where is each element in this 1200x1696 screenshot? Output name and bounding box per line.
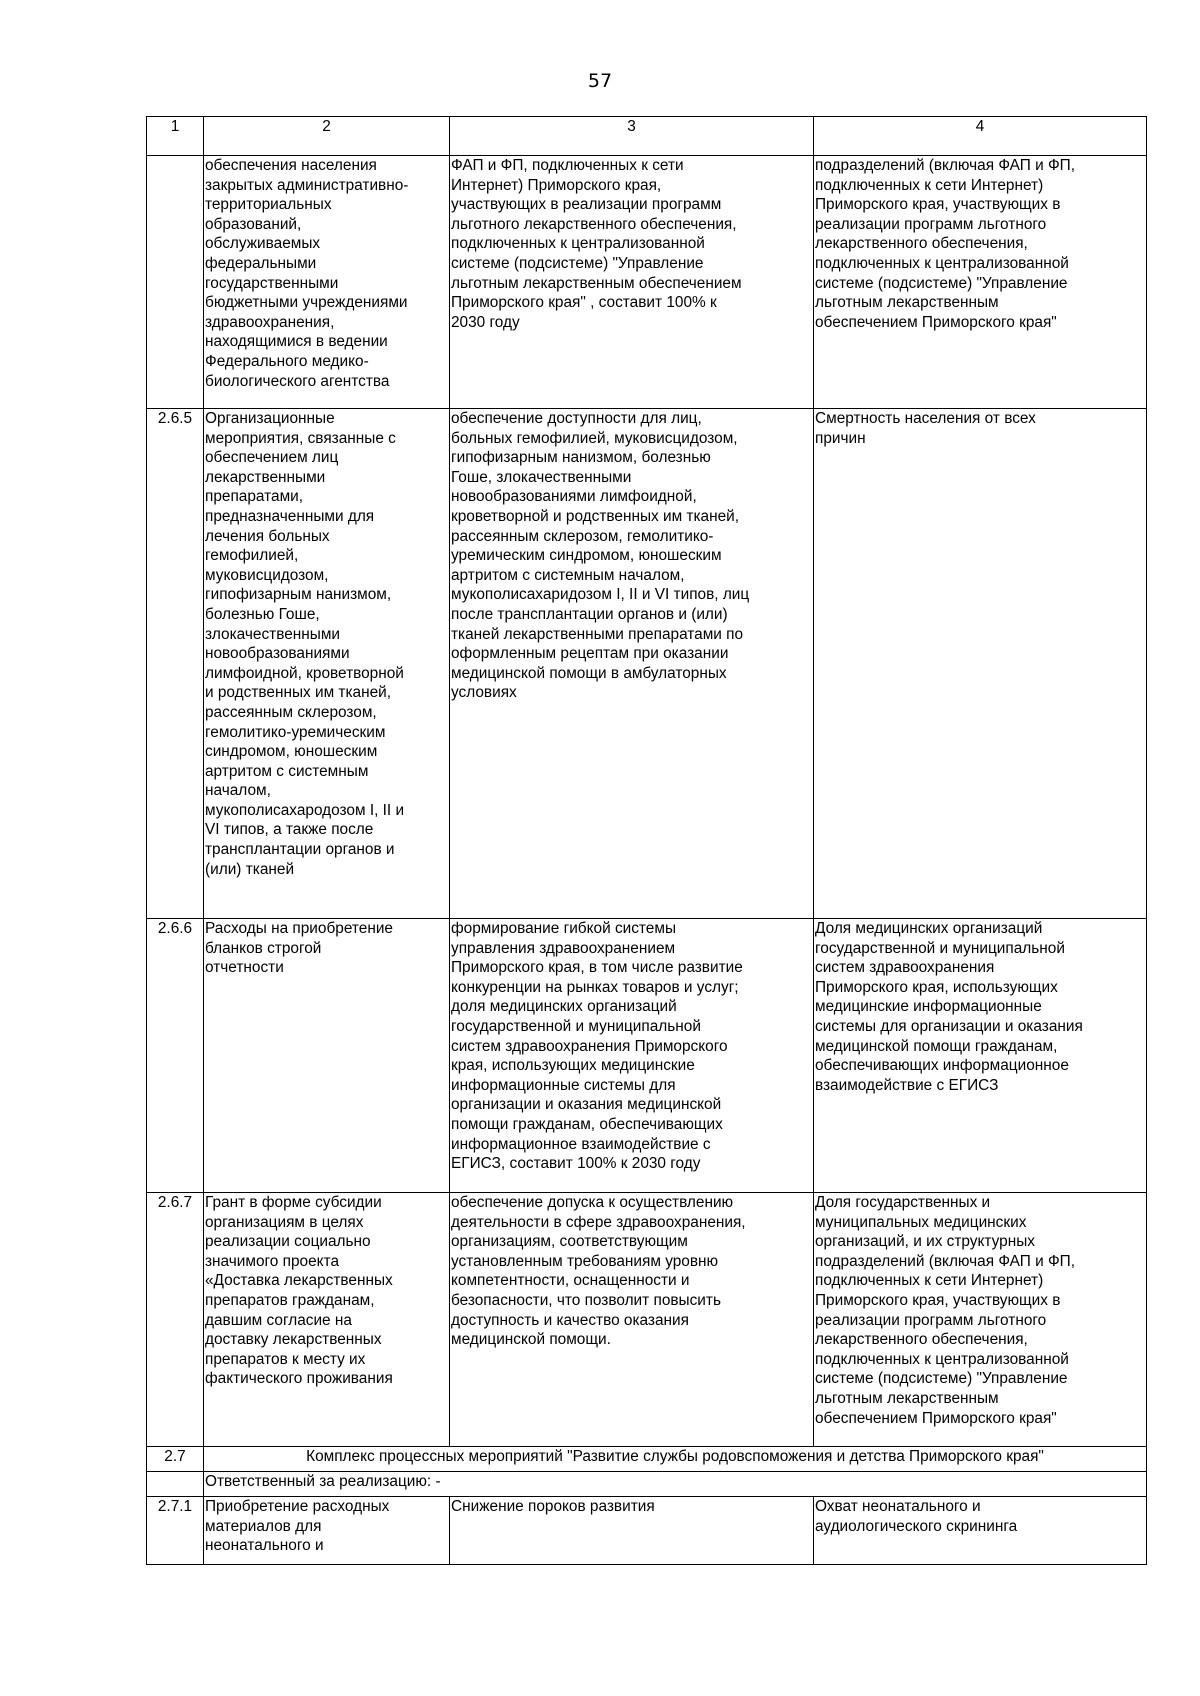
- cell-line: «Доставка лекарственных: [205, 1272, 393, 1290]
- indicator-cell: [814, 156, 1147, 409]
- cell-line: систем здравоохранения Приморского: [451, 1037, 728, 1055]
- cell-line: льготного лекарственного обеспечения,: [451, 215, 737, 233]
- cell-line: Расходы на приобретение: [205, 920, 393, 937]
- cell-line: системе (подсистеме) "Управление: [815, 1370, 1068, 1388]
- cell-line: лимфоидной, кроветворной: [205, 664, 404, 682]
- cell-line: гемофилией,: [205, 547, 299, 565]
- cell-line: мероприятия, связанные с: [205, 429, 396, 447]
- responsible-row: [147, 1472, 1147, 1497]
- cell-line: подразделений (включая ФАП и ФП,: [815, 157, 1076, 174]
- cell-line: помощи гражданам, обеспечивающих: [451, 1115, 723, 1133]
- cell-line: формирование гибкой системы: [451, 920, 677, 937]
- cell-line: подключенных к сети Интернет): [815, 176, 1044, 194]
- responsible-text: Ответственный за реализацию: -: [204, 1472, 1147, 1497]
- activity-cell: [204, 1193, 450, 1447]
- table-row: [147, 156, 1147, 409]
- cell-line: новообразованиями: [205, 645, 350, 663]
- cell-line: управления здравоохранением: [451, 939, 676, 957]
- cell-line: рассеянным склерозом,: [205, 703, 377, 721]
- table-header-row: [147, 117, 1147, 156]
- activity-cell: [204, 919, 450, 1193]
- row-number: 2.6.6: [147, 919, 204, 1193]
- result-cell: [450, 1497, 814, 1565]
- cell-line: взаимодействие с ЕГИСЗ: [815, 1076, 999, 1094]
- cell-line: доступность и качество оказания: [451, 1311, 689, 1329]
- cell-line: организациям в целях: [205, 1213, 364, 1231]
- row-number: 2.6.5: [147, 409, 204, 919]
- indicator-cell: [814, 1193, 1147, 1447]
- activity-cell: [204, 156, 450, 409]
- cell-line: мукополисахаридозом I, II и VI типов, лиц: [451, 586, 750, 604]
- cell-line: медицинской помощи в амбулаторных: [451, 664, 727, 682]
- cell-line: тканей лекарственными препаратами по: [451, 625, 744, 643]
- cell-line: после трансплантации органов и (или): [451, 605, 728, 623]
- cell-line: оформленным рецептам при оказании: [451, 645, 729, 663]
- cell-line: участвующих в реализации программ: [451, 196, 722, 214]
- cell-line: информационные системы для: [451, 1076, 676, 1094]
- result-cell: [450, 1193, 814, 1447]
- cell-line: значимого проекта: [205, 1252, 339, 1270]
- cell-line: и родственных им тканей,: [205, 684, 392, 702]
- cell-line: медицинские информационные: [815, 998, 1042, 1016]
- cell-line: 2030 году: [451, 313, 520, 331]
- cell-line: деятельности в сфере здравоохранения,: [451, 1213, 746, 1231]
- cell-line: реализации программ льготного: [815, 215, 1047, 233]
- cell-line: обеспечением Приморского края": [815, 313, 1057, 331]
- cell-line: началом,: [205, 782, 271, 800]
- cell-line: подключенных к централизованной: [451, 235, 705, 253]
- cell-line: артритом с системным: [205, 762, 369, 780]
- cell-line: подразделений (включая ФАП и ФП,: [815, 1252, 1076, 1270]
- cell-line: обеспечения населения: [205, 157, 377, 174]
- cell-line: системе (подсистеме) "Управление: [451, 254, 704, 272]
- cell-line: обеспечение доступности для лиц,: [451, 410, 702, 427]
- cell-line: материалов для: [205, 1517, 322, 1535]
- cell-line: причин: [815, 429, 866, 447]
- cell-line: обеспечивающих информационное: [815, 1057, 1069, 1075]
- cell-line: больных гемофилией, муковисцидозом,: [451, 429, 738, 447]
- cell-line: льготным лекарственным: [815, 1389, 999, 1407]
- cell-line: ФАП и ФП, подключенных к сети: [451, 157, 684, 174]
- section-number: 2.7: [147, 1447, 204, 1472]
- cell-line: системы для организации и оказания: [815, 1017, 1083, 1035]
- cell-line: системе (подсистеме) "Управление: [815, 274, 1068, 292]
- cell-line: Доля государственных и: [815, 1194, 991, 1211]
- cell-line: новообразованиями лимфоидной,: [451, 488, 697, 506]
- section-row: [147, 1447, 1147, 1472]
- row-number: [147, 156, 204, 409]
- cell-line: кроветворной и родственных им тканей,: [451, 507, 740, 525]
- row-number: 2.6.7: [147, 1193, 204, 1447]
- indicator-cell: [814, 1497, 1147, 1565]
- page-number: 57: [587, 70, 613, 92]
- header-col-1: 1: [147, 117, 204, 156]
- cell-line: препаратов к месту их: [205, 1350, 366, 1368]
- cell-line: лекарственного обеспечения,: [815, 1331, 1028, 1349]
- cell-line: федеральными: [205, 254, 317, 272]
- cell-line: отчетности: [205, 959, 284, 977]
- cell-line: болезнью Гоше,: [205, 605, 320, 623]
- cell-line: образований,: [205, 215, 302, 233]
- cell-line: Приморского края, участвующих в: [815, 1291, 1061, 1309]
- cell-line: компетентности, оснащенности и: [451, 1272, 690, 1290]
- cell-line: доставку лекарственных: [205, 1331, 382, 1349]
- cell-line: бюджетными учреждениями: [205, 294, 408, 312]
- cell-line: льготным лекарственным обеспечением: [451, 274, 742, 292]
- table-row: [147, 409, 1147, 919]
- cell-line: предназначенными для: [205, 507, 375, 525]
- result-cell: [450, 919, 814, 1193]
- cell-line: лекарственными: [205, 468, 326, 486]
- cell-line: организаций, и их структурных: [815, 1233, 1035, 1251]
- cell-line: обеспечение допуска к осуществлению: [451, 1194, 734, 1211]
- header-col-2: 2: [204, 117, 450, 156]
- cell-line: Приморского края, в том числе развитие: [451, 959, 743, 977]
- result-cell: [450, 409, 814, 919]
- cell-line: препаратами,: [205, 488, 304, 506]
- cell-line: Охват неонатального и: [815, 1498, 981, 1515]
- document-table: [146, 116, 1147, 1565]
- cell-line: находящимися в ведении: [205, 333, 388, 351]
- header-col-3: 3: [450, 117, 814, 156]
- cell-line: злокачественными: [205, 625, 341, 643]
- cell-line: Гоше, злокачественными: [451, 468, 632, 486]
- indicator-cell: [814, 409, 1147, 919]
- cell-line: государственной и муниципальной: [451, 1017, 701, 1035]
- cell-line: Приморского края" , составит 100% к: [451, 294, 717, 312]
- cell-line: реализации социально: [205, 1233, 371, 1251]
- cell-line: Организационные: [205, 410, 335, 427]
- cell-line: рассеянным склерозом, гемолитико-: [451, 527, 714, 545]
- cell-line: Приморского края, участвующих в: [815, 196, 1061, 214]
- section-title: Комплекс процессных мероприятий "Развитие службы родовспоможения и детства Приморского края": [204, 1447, 1147, 1472]
- cell-line: (или) тканей: [205, 860, 295, 878]
- cell-line: установленным требованиям уровню: [451, 1252, 719, 1270]
- activity-cell: [204, 409, 450, 919]
- result-cell: [450, 156, 814, 409]
- cell-line: артритом с системным началом,: [451, 566, 685, 584]
- table-row: [147, 919, 1147, 1193]
- row-number: 2.7.1: [147, 1497, 204, 1565]
- cell-line: VI типов, а также после: [205, 821, 374, 839]
- cell-line: медицинской помощи.: [451, 1331, 611, 1349]
- cell-line: лекарственного обеспечения,: [815, 235, 1028, 253]
- cell-line: биологического агентства: [205, 372, 390, 390]
- cell-line: аудиологического скрининга: [815, 1517, 1018, 1535]
- indicator-cell: [814, 919, 1147, 1193]
- cell-line: обслуживаемых: [205, 235, 321, 253]
- cell-line: неонатального и: [205, 1537, 324, 1555]
- cell-line: бланков строгой: [205, 939, 322, 957]
- table-row: [147, 1193, 1147, 1447]
- cell-line: доля медицинских организаций: [451, 998, 677, 1016]
- cell-line: препаратов гражданам,: [205, 1291, 375, 1309]
- cell-line: льготным лекарственным: [815, 294, 999, 312]
- cell-line: фактического проживания: [205, 1370, 393, 1388]
- cell-line: условиях: [451, 684, 517, 702]
- cell-line: давшим согласие на: [205, 1311, 352, 1329]
- cell-line: муниципальных медицинских: [815, 1213, 1027, 1231]
- cell-line: Приобретение расходных: [205, 1498, 390, 1515]
- cell-line: ЕГИСЗ, составит 100% к 2030 году: [451, 1155, 701, 1173]
- table-row: [147, 1497, 1147, 1565]
- cell-line: Грант в форме субсидии: [205, 1194, 382, 1211]
- cell-line: синдромом, юношеским: [205, 743, 378, 761]
- cell-line: гемолитико-уремическим: [205, 723, 386, 741]
- cell-line: здравоохранения,: [205, 313, 335, 331]
- cell-line: территориальных: [205, 196, 332, 214]
- cell-line: гипофизарным нанизмом,: [205, 586, 392, 604]
- cell-line: подключенных к централизованной: [815, 1350, 1069, 1368]
- cell-line: лечения больных: [205, 527, 330, 545]
- cell-line: гипофизарным нанизмом, болезнью: [451, 449, 711, 467]
- cell-line: подключенных к централизованной: [815, 254, 1069, 272]
- cell-line: Приморского края, использующих: [815, 978, 1058, 996]
- cell-line: Федерального медико-: [205, 352, 369, 370]
- cell-line: медицинской помощи гражданам,: [815, 1037, 1058, 1055]
- cell-line: закрытых административно-: [205, 176, 409, 194]
- cell-line: реализации программ льготного: [815, 1311, 1047, 1329]
- cell-line: государственной и муниципальной: [815, 939, 1065, 957]
- cell-line: Снижение пороков развития: [451, 1498, 655, 1515]
- cell-line: организации и оказания медицинской: [451, 1096, 722, 1114]
- cell-line: подключенных к сети Интернет): [815, 1272, 1044, 1290]
- cell-line: информационное взаимодействие с: [451, 1135, 711, 1153]
- cell-line: Смертность населения от всех: [815, 410, 1036, 427]
- cell-line: мукополисахародозом I, II и: [205, 801, 405, 819]
- cell-line: трансплантации органов и: [205, 841, 395, 859]
- cell-line: Доля медицинских организаций: [815, 920, 1043, 937]
- cell-line: конкуренции на рынках товаров и услуг;: [451, 978, 739, 996]
- header-col-4: 4: [814, 117, 1147, 156]
- cell-line: края, использующих медицинские: [451, 1057, 695, 1075]
- cell-line: уремическим синдромом, юношеским: [451, 547, 722, 565]
- cell-line: систем здравоохранения: [815, 959, 995, 977]
- cell-line: обеспечением лиц: [205, 449, 339, 467]
- cell-line: муковисцидозом,: [205, 566, 329, 584]
- cell-line: организациям, соответствующим: [451, 1233, 688, 1251]
- activity-cell: [204, 1497, 450, 1565]
- cell-line: Интернет) Приморского края,: [451, 176, 662, 194]
- cell-line: государственными: [205, 274, 339, 292]
- cell-line: обеспечением Приморского края": [815, 1409, 1057, 1427]
- cell-line: безопасности, что позволит повысить: [451, 1291, 721, 1309]
